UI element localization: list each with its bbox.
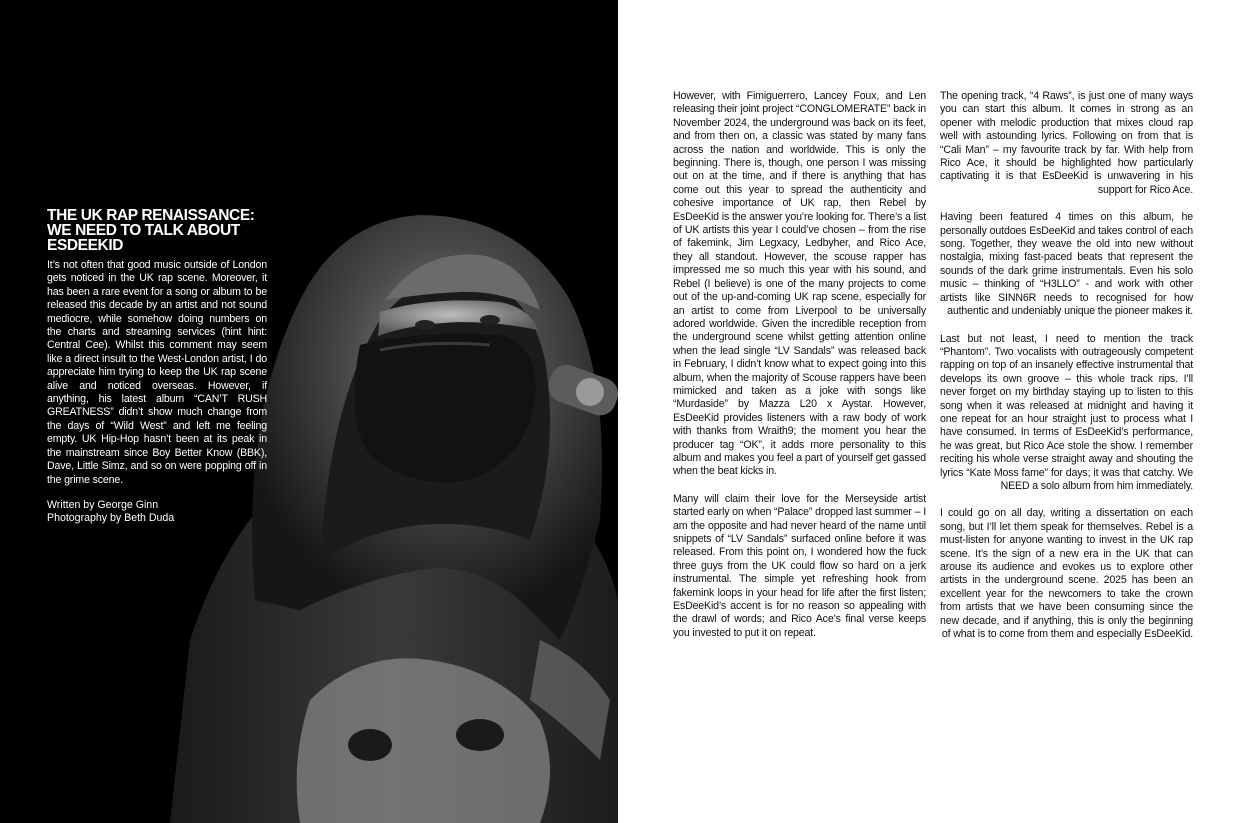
intro-block: [47, 208, 267, 526]
body-paragraph: I could go on all day, writing a dissertation on each song, but I’ll let them speak for themselves. Rebel is a must-listen for anyone wanting to invest in the UK rap scene. It’s the sign of a new era in the UK that can arouse its audience and evokes us to explore other artists in the underground scene. 2025 has been an excellent year for the newcomers to take the crown from artists that we have been consuming since the new decade, and if anything, this is only the beginning of what is to come from them and especially EsDeeKid.: [940, 507, 1193, 641]
left-page: [0, 0, 618, 823]
body-paragraph: Many will claim their love for the Merseyside artist started early on when “Palace” dropped last summer – I am the opposite and had never heard of the name until snippets of “LV Sandals” surfaced online before it was released. From this point on, I wondered how the fuck three guys from the UK could flow so hard on a jerk instrumental. The simple yet refreshing hook from fakemink loops in your head for life after the first listen; EsDeeKid’s accent is for no reason so appealing with the drawl of words; and Rico Ace’s final verse keeps you invested to put it on repeat.: [673, 492, 926, 639]
body-paragraph: Having been featured 4 times on this album, he personally outdoes EsDeeKid and takes control of each song. Together, they weave the old into new without nostalgia, mixing fast-paced beats that represent the sounds of the dark grime instrumentals. Even his solo music – thinking of “H3LLO” - and work with other artists like SINN6R needs to recognised for how authentic and undeniably unique the pioneer makes it.: [940, 211, 1193, 318]
credits: [47, 499, 267, 526]
right-page: [618, 0, 1237, 823]
text-column-1: [673, 90, 926, 654]
article-headline: THE UK RAP RENAISSANCE: WE NEED TO TALK ABOUT ESDEEKID: [47, 207, 255, 254]
body-paragraph: However, with Fimiguerrero, Lancey Foux, and Len releasing their joint project “CONGLOMERATE” back in November 2024, the underground was back on its feet, and from then on, a classic was stated by many fans across the nation and worldwide. This is only the beginning. There is, though, one person I was missing out on at the time, and if there is anything that has come out this year to spread the authenticity and cohesive importance of UK rap, then Rebel by EsDeeKid is the answer you’re looking for. There’s a list of UK artists this year I could’ve chosen – from the rise of fakemink, Jim Legxacy, Ledbyher, and Rico Ace, they all standout. However, the scouse rapper has impressed me so much this year with his sound, and Rebel (I believe) is one of the many projects to come out of the up-and-coming UK rap scene, especially for an artist to come from Liverpool to be universally adored worldwide. Given the incredible reception from the underground scene whilst getting attention online when the lead single “LV Sandals” was released back in February, I didn’t know what to expect going into this album, when the majority of Scouse rappers have been mimicked and taken as a joke with songs like “Murdaside” by Mazza L20 x Aystar. However, EsDeeKid provides listeners with a raw body of work with thanks from Wraith9; the moment you hear the producer tag “OK”, it adds more personality to this album and makes you feel a part of yourself get gassed when the beat kicks in.: [673, 90, 926, 478]
text-column-2: [940, 90, 1193, 655]
body-paragraph: The opening track, “4 Raws”, is just one of many ways you can start this album. It comes in strong as an opener with melodic production that mixes cloud rap well with astounding lyrics. Following on from that is “Cali Man” – my favourite track by far. With help from Rico Ace, it should be highlighted how particularly captivating it is that EsDeeKid is unwavering in his support for Rico Ace.: [940, 90, 1193, 196]
writer-credit: Written by George Ginn: [47, 498, 159, 511]
intro-paragraph: It’s not often that good music outside of London gets noticed in the UK rap scene. Moreover, it has been a rare event for a song or album to be released this decade by an artist and not sound mediocre, while somehow doing numbers on the charts and streaming services (hint hint: Central Cee). Whilst this comment may seem like a direct insult to the West-London artist, I do appreciate him trying to keep the UK rap scene alive and noticed overseas. However, if anything, his latest album “CAN’T RUSH GREATNESS” didn’t show much change from the days of “Wild West” and left me feeling empty. UK Hip-Hop hasn’t been at its peak in the mainstream since Boy Better Know (BBK), Dave, Little Simz, and so on were popping off in the grime scene.: [47, 259, 267, 486]
body-paragraph: Last but not least, I need to mention the track “Phantom”. Two vocalists with outrageously competent rapping on top of an insanely effective instrumental that develops its own groove – this whole track rips. I’ll never forget on my birthday staying up to listen to this song when it was released at midnight and having it one repeat for an hour straight just to process what I have consumed. In terms of EsDeeKid’s performance, he was great, but Rico Ace stole the show. I remember reciting his whole verse straight away and shouting the lyrics “Kate Moss fame” for days; it was that catchy. We NEED a solo album from him immediately.: [940, 332, 1193, 492]
photographer-credit: Photography by Beth Duda: [47, 512, 175, 525]
